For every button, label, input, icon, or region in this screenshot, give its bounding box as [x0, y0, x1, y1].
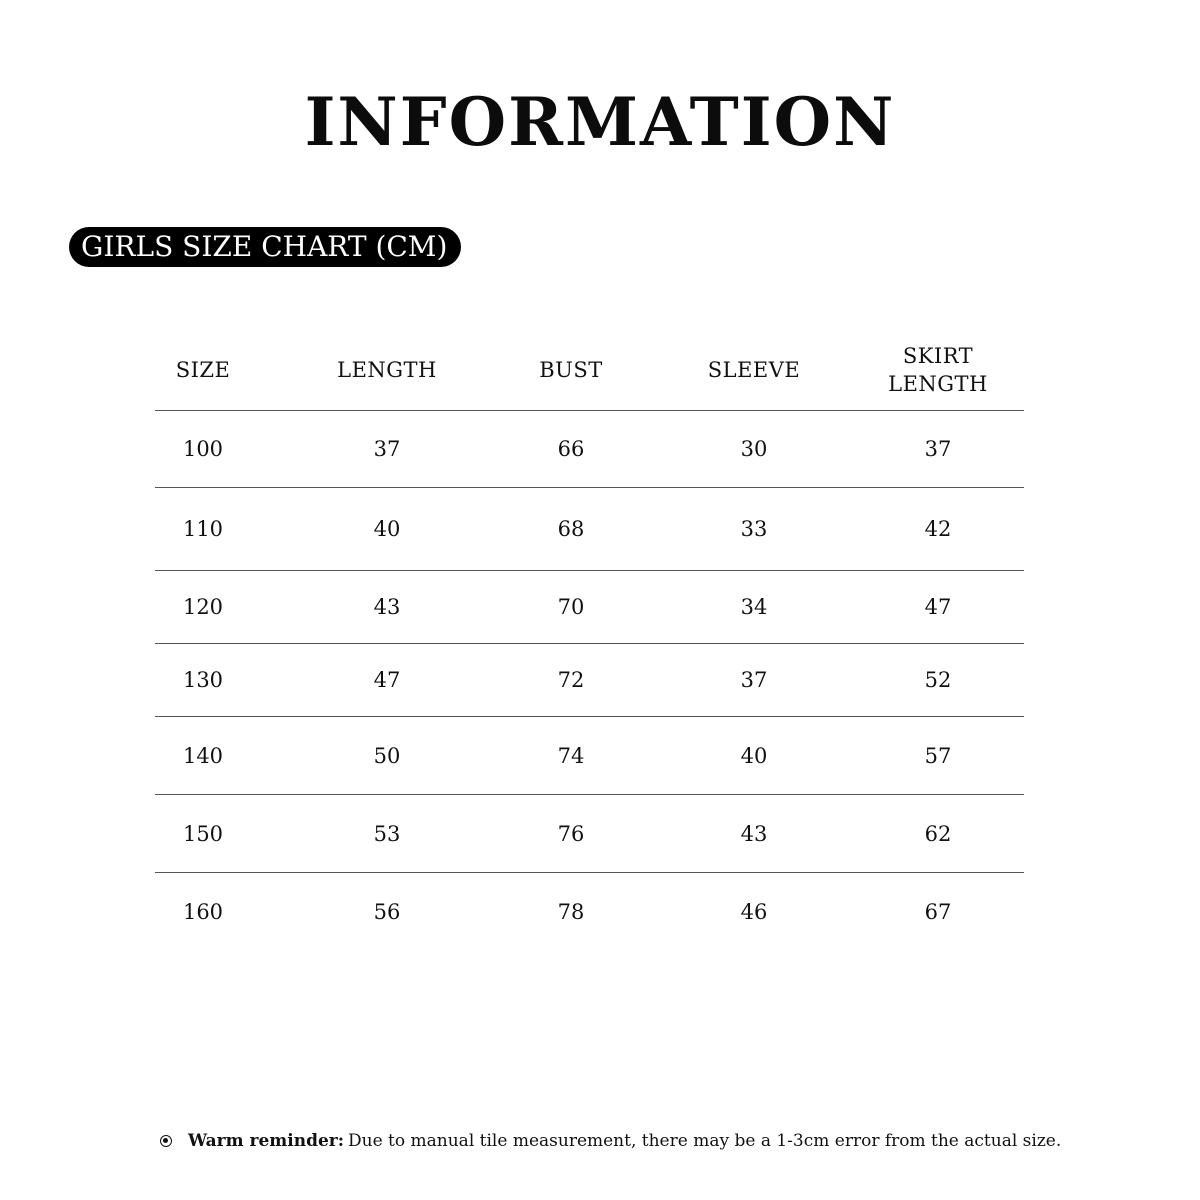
- page-title: INFORMATION: [304, 83, 896, 161]
- table-row: [155, 717, 1024, 795]
- cell-size: 150: [182, 821, 224, 846]
- cell-bust: 78: [557, 900, 585, 924]
- cell-length: 53: [373, 821, 401, 846]
- header-skirt-length: SKIRT LENGTH: [888, 344, 988, 396]
- table-row: [155, 795, 1024, 873]
- header-size: SIZE: [175, 358, 231, 382]
- cell-length: 56: [373, 900, 401, 924]
- table-header-row: [155, 330, 1024, 411]
- cell-size: 140: [182, 743, 224, 768]
- cell-sleeve: 34: [740, 595, 768, 619]
- cell-sleeve: 46: [740, 900, 768, 924]
- cell-length: 50: [373, 743, 401, 768]
- table-body: [155, 411, 1024, 951]
- cell-skirt-length: 62: [924, 821, 952, 846]
- cell-length: 37: [373, 437, 401, 461]
- warm-reminder-text: Due to manual tile measurement, there may be a 1-3cm error from the actual size.: [348, 1131, 1062, 1151]
- cell-skirt-length: 67: [924, 900, 952, 924]
- cell-sleeve: 37: [740, 668, 768, 692]
- cell-skirt-length: 52: [924, 668, 952, 692]
- cell-skirt-length: 57: [924, 743, 952, 768]
- header-bust: BUST: [539, 358, 603, 382]
- header-sleeve: SLEEVE: [707, 358, 801, 382]
- cell-bust: 76: [557, 821, 585, 846]
- cell-sleeve: 43: [740, 821, 768, 846]
- table-row: [155, 411, 1024, 488]
- size-table: [155, 330, 1024, 951]
- cell-skirt-length: 42: [924, 517, 952, 541]
- cell-skirt-length: 37: [924, 437, 952, 461]
- cell-sleeve: 30: [740, 437, 768, 461]
- cell-length: 43: [373, 595, 401, 619]
- table-row: [155, 571, 1024, 644]
- warm-reminder-label: Warm reminder:: [188, 1131, 345, 1151]
- cell-bust: 70: [557, 595, 585, 619]
- warm-reminder: [160, 1128, 1160, 1154]
- cell-length: 47: [373, 668, 401, 692]
- cell-size: 110: [182, 517, 224, 541]
- cell-bust: 74: [557, 743, 585, 768]
- table-row: [155, 873, 1024, 951]
- radio-bullet-icon: [160, 1135, 172, 1147]
- cell-bust: 68: [557, 517, 585, 541]
- cell-size: 130: [182, 668, 224, 692]
- cell-bust: 66: [557, 437, 585, 461]
- cell-skirt-length: 47: [924, 595, 952, 619]
- cell-size: 120: [182, 595, 224, 619]
- cell-size: 160: [182, 900, 224, 924]
- table-row: [155, 644, 1024, 717]
- header-length: LENGTH: [337, 358, 437, 382]
- cell-bust: 72: [557, 668, 585, 692]
- cell-length: 40: [373, 517, 401, 541]
- cell-sleeve: 40: [740, 743, 768, 768]
- cell-size: 100: [182, 437, 224, 461]
- table-row: [155, 488, 1024, 571]
- cell-sleeve: 33: [740, 517, 768, 541]
- size-chart-badge: GIRLS SIZE CHART (CM): [69, 227, 461, 267]
